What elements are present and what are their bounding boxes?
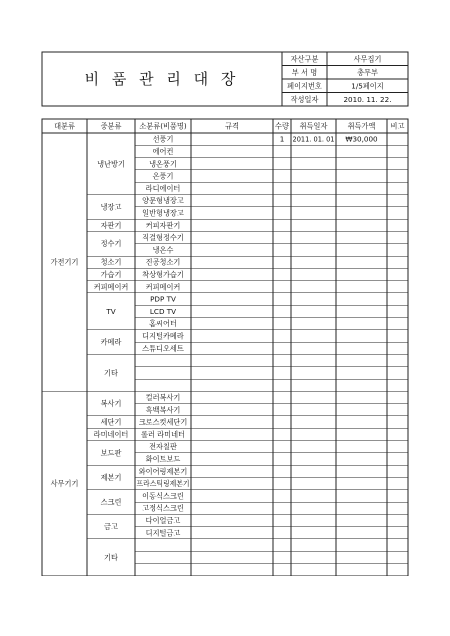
info-label: 부 서 명 — [291, 67, 318, 77]
info-value: 1/5페이지 — [351, 81, 384, 91]
info-label: 페이지번호 — [287, 81, 322, 91]
table-grid — [42, 119, 408, 576]
info-label: 자산구분 — [290, 54, 319, 64]
section-label: 사무기기 — [50, 479, 79, 489]
group-label: 기타 — [104, 552, 118, 562]
group-label: 커피메이커 — [93, 282, 129, 292]
item-name: 다이얼금고 — [145, 515, 181, 525]
item-name: 이동식스크린 — [142, 491, 184, 501]
column-header: 수량 — [275, 121, 289, 131]
group-label: 가습기 — [100, 269, 122, 279]
document-header — [42, 52, 408, 106]
document-title: 비 품 관 리 대 장 — [84, 70, 240, 88]
item-name: 진공청소기 — [145, 257, 181, 267]
group-label: TV — [106, 306, 116, 316]
item-name: 라디에이터 — [145, 183, 181, 193]
info-label: 작성일자 — [290, 94, 319, 104]
info-value: 2010. 11. 22. — [343, 94, 392, 104]
column-header: 소분류(비품명) — [139, 121, 187, 131]
info-value: 총무부 — [357, 67, 378, 77]
item-name: 디지털카메라 — [142, 331, 184, 341]
item-name: 롤러 라미네터 — [141, 429, 185, 439]
item-name: 화이트보드 — [145, 454, 181, 464]
section-label: 가전기기 — [50, 257, 79, 267]
group-label: 세단기 — [100, 417, 122, 427]
column-header: 대분류 — [54, 121, 75, 131]
group-label: 스크린 — [100, 497, 122, 507]
item-name: 양문형냉장고 — [142, 196, 184, 206]
column-header: 비고 — [390, 121, 405, 131]
group-label: 제본기 — [100, 472, 122, 482]
column-header: 취득가액 — [347, 121, 376, 131]
cell-date: 2011. 01. 01 — [292, 134, 335, 144]
cell-price: ₩30,000 — [345, 134, 378, 144]
item-name: 냉온수 — [152, 245, 174, 255]
group-label: 금고 — [104, 522, 118, 532]
column-header: 규격 — [225, 121, 239, 131]
column-header: 중분류 — [100, 121, 122, 131]
info-value: 사무집기 — [353, 54, 382, 64]
item-name: 홈씨어터 — [149, 319, 177, 329]
group-label: 정수기 — [100, 239, 122, 249]
group-label: 카메라 — [100, 337, 122, 347]
group-label: 냉난방기 — [97, 159, 125, 169]
item-name: 흑백복사기 — [145, 405, 181, 415]
group-label: 복사기 — [100, 399, 122, 409]
item-name: 선풍기 — [152, 134, 174, 144]
item-name: 크로스컷세단기 — [138, 417, 188, 427]
group-label: 청소기 — [100, 257, 122, 267]
item-name: 컬러복사기 — [145, 392, 181, 402]
item-name: 일반형냉장고 — [142, 208, 184, 218]
item-name: LCD TV — [149, 306, 177, 316]
item-name: 커피자판기 — [145, 220, 181, 230]
cell-qty: 1 — [279, 134, 285, 144]
item-name: 스튜디오세트 — [142, 343, 184, 353]
item-name: 와이어링제본기 — [138, 466, 188, 476]
item-name: 에어컨 — [152, 146, 174, 156]
item-name: 직결형정수기 — [142, 233, 184, 243]
table-frame — [42, 119, 408, 576]
item-name: 고정식스크린 — [142, 503, 184, 513]
item-name: 프라스틱링제본기 — [136, 479, 190, 489]
item-name: 커피메이커 — [145, 282, 181, 292]
item-name: PDP TV — [150, 294, 176, 304]
item-name: 온풍기 — [152, 171, 174, 181]
table-content — [51, 122, 405, 562]
group-label: 자판기 — [100, 220, 122, 230]
group-label: 보드판 — [100, 448, 122, 458]
column-header: 취득일자 — [299, 121, 328, 131]
group-label: 라미네이터 — [93, 429, 129, 439]
item-name: 전자칠판 — [149, 442, 177, 452]
group-label: 기타 — [104, 368, 118, 378]
item-name: 디지털금고 — [145, 528, 181, 538]
item-name: 냉온풍기 — [149, 159, 177, 169]
item-name: 착상형가습기 — [142, 269, 184, 279]
group-label: 냉장고 — [100, 202, 122, 212]
